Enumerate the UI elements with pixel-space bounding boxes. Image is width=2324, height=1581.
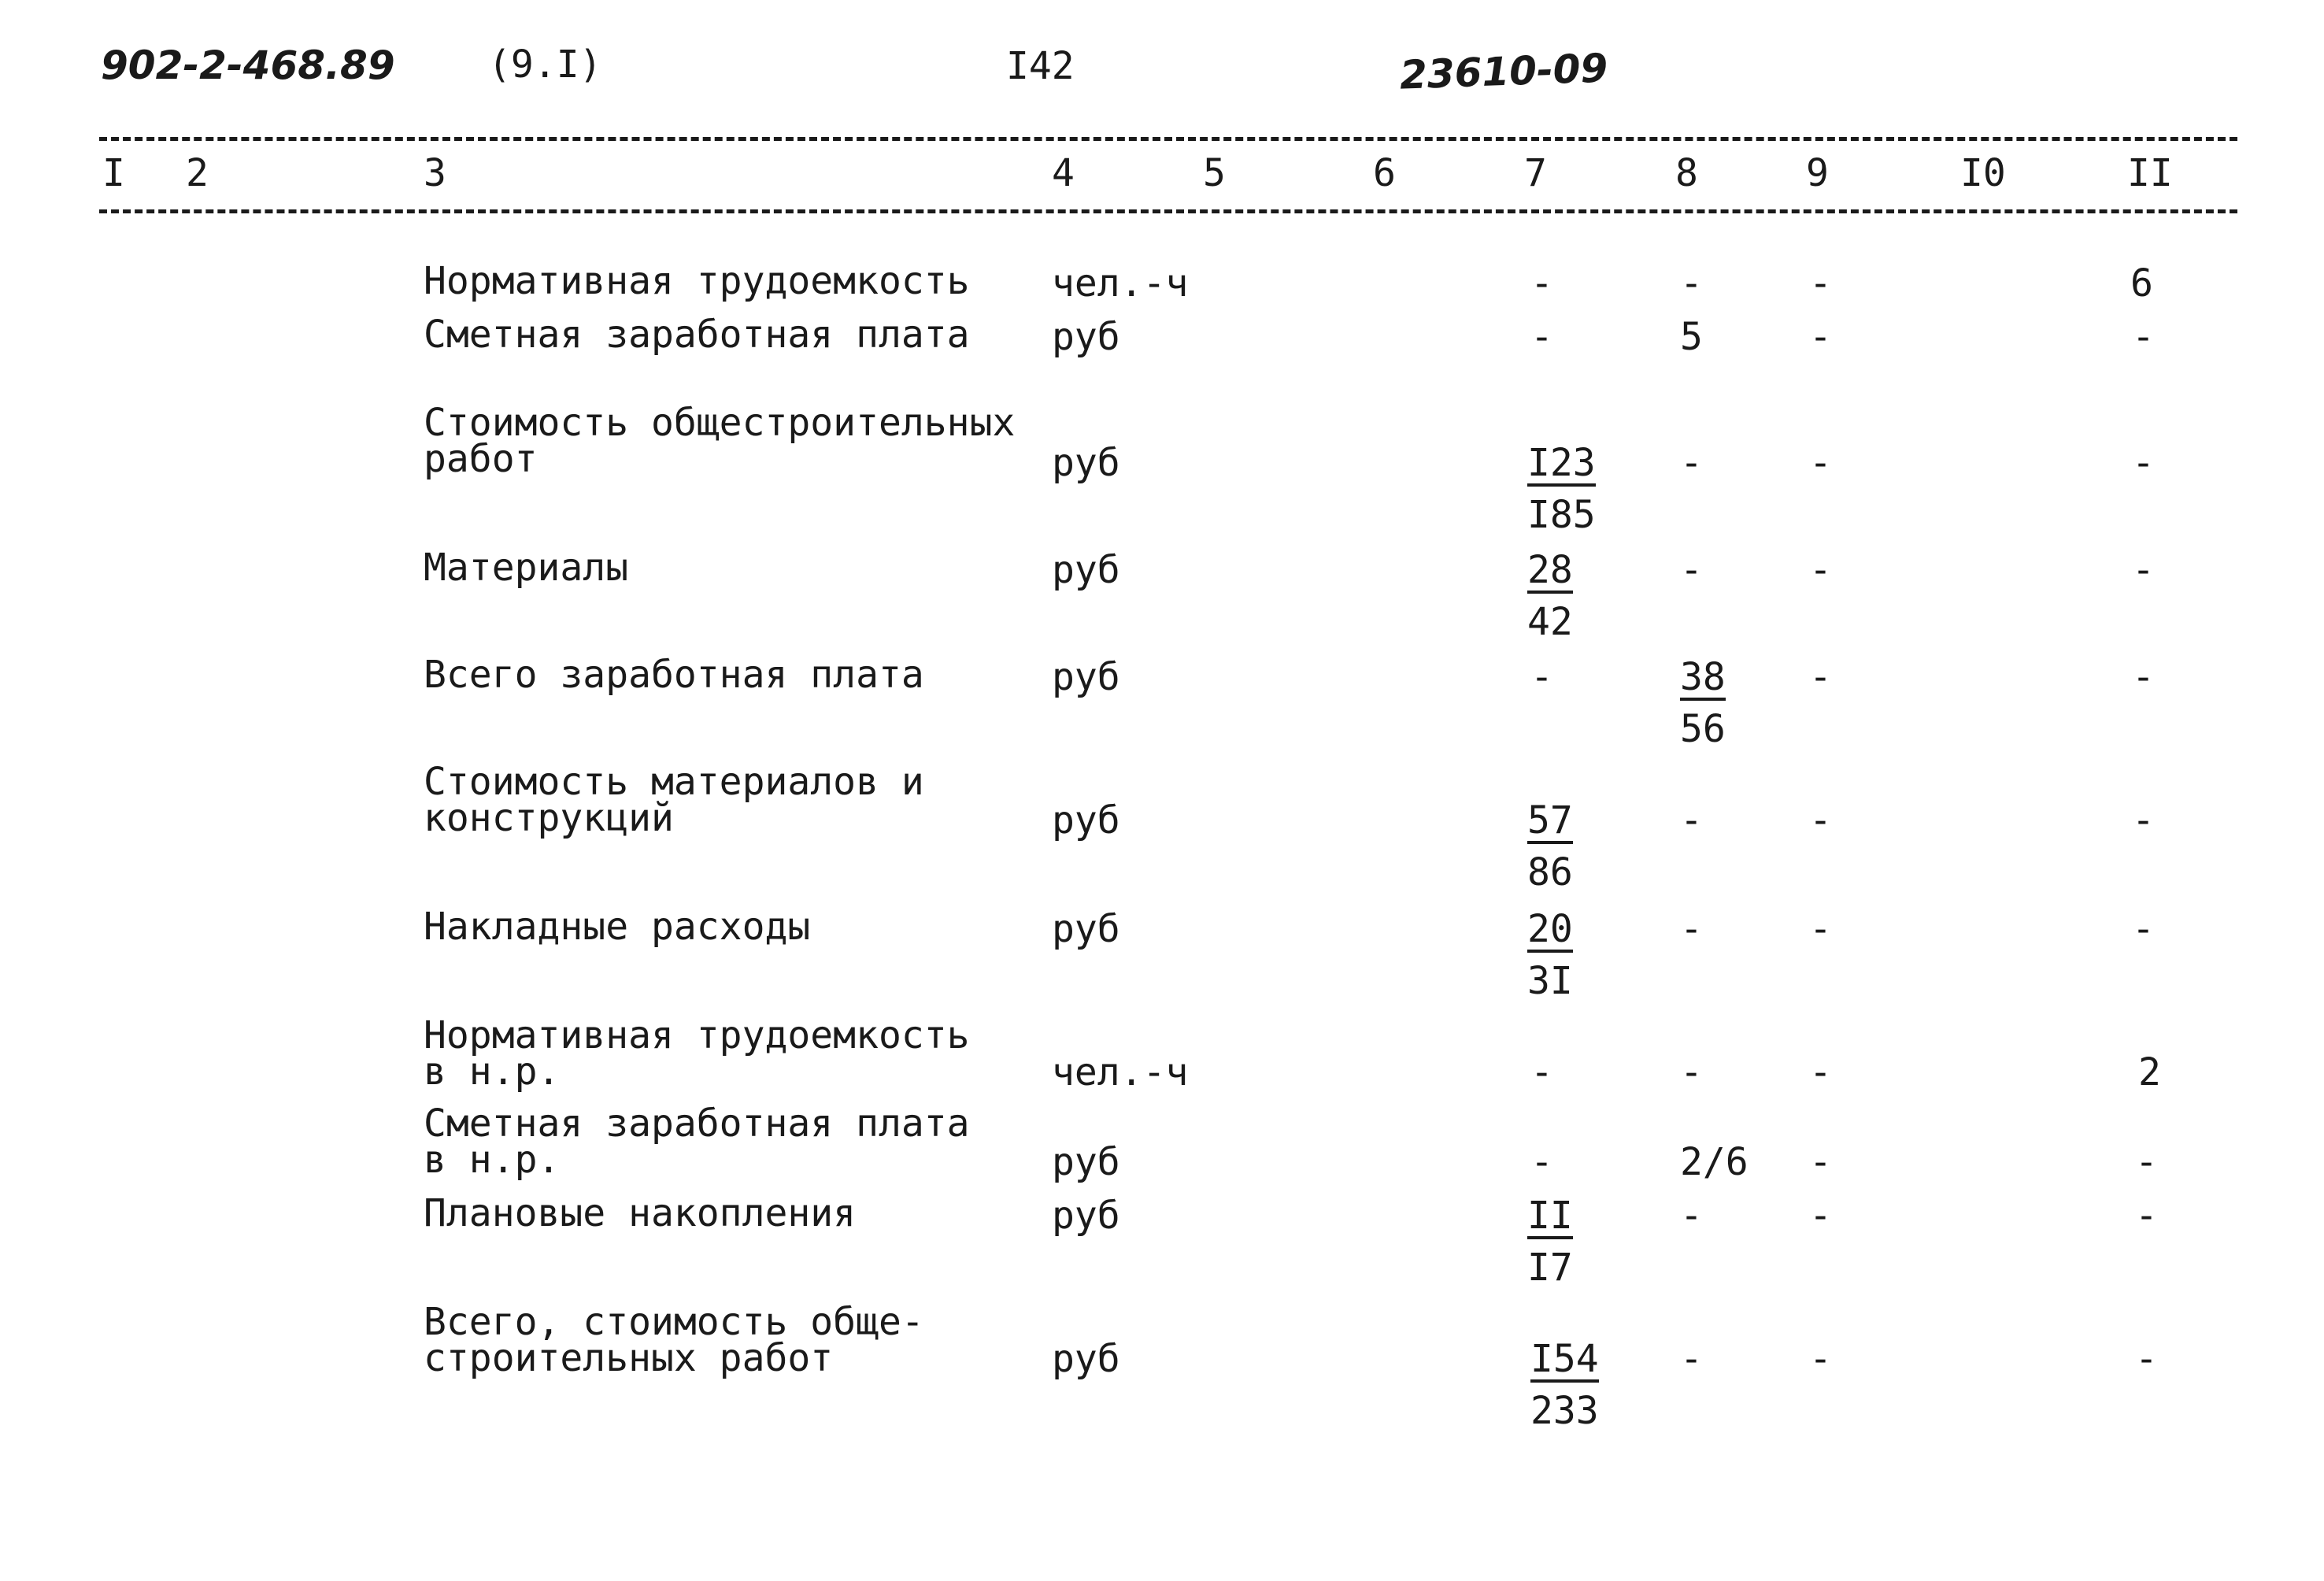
cell-col11: - — [2132, 548, 2155, 592]
row-unit: руб — [1052, 1337, 1120, 1381]
cell-col8: 2/6 — [1680, 1140, 1749, 1184]
cell-col9: - — [1809, 315, 1832, 359]
row-unit: руб — [1052, 548, 1120, 592]
row-label: Всего заработная плата — [424, 653, 924, 697]
cell-col7-numerator: 20 — [1527, 907, 1573, 951]
cell-col9: - — [1809, 1050, 1832, 1094]
column-header-1: I — [102, 151, 125, 195]
row-label: Всего, стоимость обще- строительных работ — [424, 1300, 924, 1380]
row-unit: чел.-ч — [1052, 1050, 1189, 1094]
row-unit: руб — [1052, 907, 1120, 951]
row-unit: чел.-ч — [1052, 261, 1189, 305]
cell-col9: - — [1809, 1337, 1832, 1381]
row-label: Сметная заработная плата — [424, 313, 970, 357]
row-label: Нормативная трудоемкость — [424, 259, 970, 303]
header-rule-bottom — [99, 209, 2237, 213]
cell-col7: - — [1530, 1050, 1553, 1094]
cell-col9: - — [1809, 1194, 1832, 1238]
column-header-6: 6 — [1373, 151, 1396, 195]
header-rule-top — [99, 137, 2237, 141]
cell-col7-denominator: 42 — [1527, 600, 1573, 644]
row-label: Стоимость общестроительных работ — [424, 401, 1016, 481]
row-unit: руб — [1052, 1194, 1120, 1238]
column-header-10: I0 — [1960, 151, 2006, 195]
row-unit: руб — [1052, 441, 1120, 485]
row-label: Стоимость материалов и конструкций — [424, 760, 924, 840]
cell-col9: - — [1809, 798, 1832, 842]
cell-col7: - — [1530, 315, 1553, 359]
row-unit: руб — [1052, 315, 1120, 359]
cell-col11: - — [2132, 907, 2155, 951]
cell-col9: - — [1809, 655, 1832, 699]
cell-col7-numerator: I23 — [1527, 441, 1596, 485]
cell-col7-numerator: II — [1527, 1194, 1573, 1238]
cell-col8-denominator: 56 — [1680, 707, 1726, 751]
row-label: Материалы — [424, 546, 629, 590]
cell-col8-numerator: 38 — [1680, 655, 1726, 699]
document-code: 902-2-468.89 — [101, 43, 395, 88]
row-label: Плановые накопления — [424, 1191, 857, 1235]
cell-col11: - — [2132, 315, 2155, 359]
cell-col11: 2 — [2138, 1050, 2161, 1094]
cell-col8: - — [1680, 907, 1703, 951]
cell-col7: - — [1530, 655, 1553, 699]
cell-col9: - — [1809, 441, 1832, 485]
row-unit: руб — [1052, 1140, 1120, 1184]
column-header-8: 8 — [1675, 151, 1698, 195]
cell-col11: - — [2132, 798, 2155, 842]
row-unit: руб — [1052, 798, 1120, 842]
cell-col11: - — [2135, 1140, 2158, 1184]
column-header-2: 2 — [186, 151, 209, 195]
column-header-11: II — [2127, 151, 2173, 195]
cell-col7-numerator: I54 — [1530, 1337, 1599, 1381]
cell-col7: - — [1530, 1140, 1553, 1184]
section-number: (9.I) — [488, 43, 602, 87]
cell-col7-denominator: 3I — [1527, 959, 1573, 1003]
column-header-7: 7 — [1524, 151, 1547, 195]
cell-col11: 6 — [2130, 261, 2153, 305]
cell-col7-numerator: 57 — [1527, 798, 1573, 842]
cell-col7-denominator: I85 — [1527, 493, 1596, 537]
cell-col7-denominator: 233 — [1530, 1389, 1599, 1433]
column-header-9: 9 — [1806, 151, 1829, 195]
row-label: Накладные расходы — [424, 905, 811, 949]
stamp-number: 23610-09 — [1399, 45, 1609, 98]
cell-col7-numerator: 28 — [1527, 548, 1573, 592]
cell-col8: - — [1680, 261, 1703, 305]
cell-col9: - — [1809, 907, 1832, 951]
cell-col7: - — [1530, 261, 1553, 305]
cell-col8: - — [1680, 1337, 1703, 1381]
cell-col8: - — [1680, 1194, 1703, 1238]
cell-col11: - — [2132, 441, 2155, 485]
row-unit: руб — [1052, 655, 1120, 699]
cell-col8: - — [1680, 798, 1703, 842]
row-label: Сметная заработная плата в н.р. — [424, 1102, 970, 1182]
cell-col9: - — [1809, 261, 1832, 305]
cell-col8: - — [1680, 1050, 1703, 1094]
cell-col7-denominator: 86 — [1527, 850, 1573, 894]
cell-col9: - — [1809, 1140, 1832, 1184]
cell-col11: - — [2132, 655, 2155, 699]
row-label: Нормативная трудоемкость в н.р. — [424, 1013, 970, 1094]
cell-col8: - — [1680, 441, 1703, 485]
cell-col8: - — [1680, 548, 1703, 592]
cell-col11: - — [2135, 1194, 2158, 1238]
cell-col11: - — [2135, 1337, 2158, 1381]
cell-col9: - — [1809, 548, 1832, 592]
column-header-4: 4 — [1052, 151, 1075, 195]
cell-col8: 5 — [1680, 315, 1703, 359]
page-number: I42 — [1006, 44, 1075, 88]
cell-col7-denominator: I7 — [1527, 1246, 1573, 1290]
column-header-3: 3 — [424, 151, 446, 195]
column-header-5: 5 — [1203, 151, 1226, 195]
